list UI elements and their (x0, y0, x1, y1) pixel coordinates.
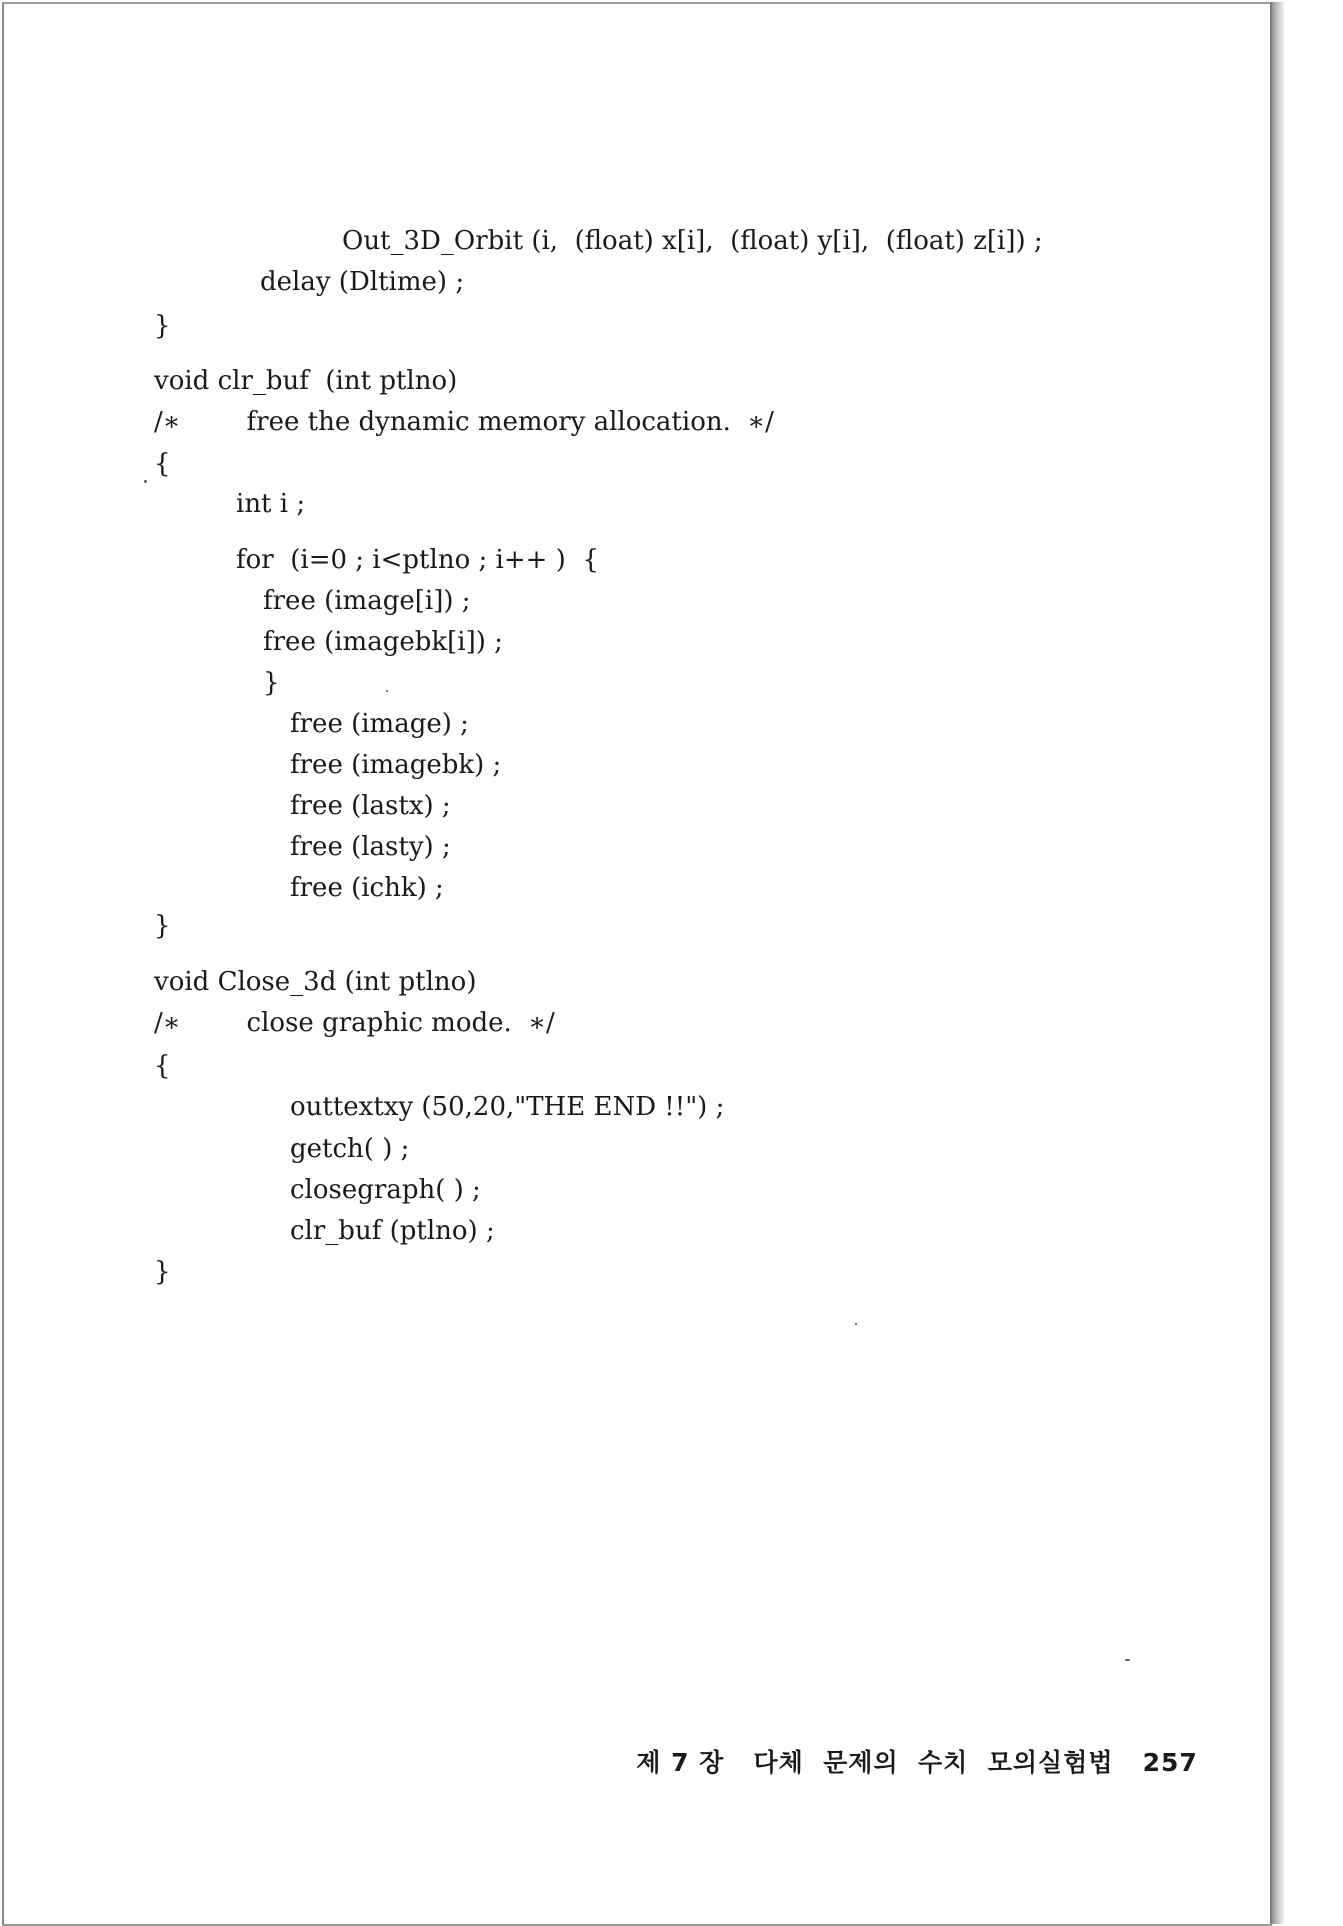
code-line: void clr_buf (int ptlno) (154, 366, 458, 396)
code-line: int i ; (236, 489, 306, 519)
code-line: free (imagebk[i]) ; (263, 627, 503, 657)
print-speck (855, 1323, 857, 1325)
code-line: for (i=0 ; i<ptlno ; i++ ) { (236, 545, 599, 575)
code-line: free (lasty) ; (290, 832, 451, 862)
code-line: outtextxy (50,20,"THE END !!") ; (290, 1092, 725, 1122)
book-page (2, 2, 1272, 1926)
page-footer (578, 1714, 1198, 1808)
code-line: Out_3D_Orbit (i, (float) x[i], (float) y[i], (float) z[i]) ; (342, 226, 1043, 256)
code-line: void Close_3d (int ptlno) (154, 967, 477, 997)
code-line: } (154, 1257, 171, 1287)
code-line: free (imagebk) ; (290, 750, 502, 780)
code-line: free (ichk) ; (290, 873, 444, 903)
code-listing (4, 4, 1272, 1924)
page-number: 257 (1142, 1748, 1198, 1777)
code-line: } (154, 311, 171, 341)
print-speck (1125, 1659, 1130, 1661)
code-line: clr_buf (ptlno) ; (290, 1216, 495, 1246)
code-line: free (lastx) ; (290, 791, 451, 821)
code-line: { (154, 1051, 171, 1081)
print-speck (386, 690, 388, 692)
code-line: free (image) ; (290, 709, 469, 739)
chapter-title: 제 7 장 다체 문제의 수치 모의실험법 (636, 1748, 1114, 1777)
print-speck (144, 480, 147, 483)
code-line: free (image[i]) ; (263, 586, 471, 616)
page-edge-shadow (1270, 2, 1284, 1924)
code-line: } (154, 911, 171, 941)
code-line: closegraph( ) ; (290, 1175, 481, 1205)
code-comment: /∗ close graphic mode. ∗/ (154, 1008, 555, 1038)
code-line: getch( ) ; (290, 1134, 410, 1164)
code-line: } (263, 668, 280, 698)
code-comment: /∗ free the dynamic memory allocation. ∗/ (154, 407, 774, 437)
code-line: { (154, 449, 171, 479)
code-line: delay (Dltime) ; (260, 267, 465, 297)
